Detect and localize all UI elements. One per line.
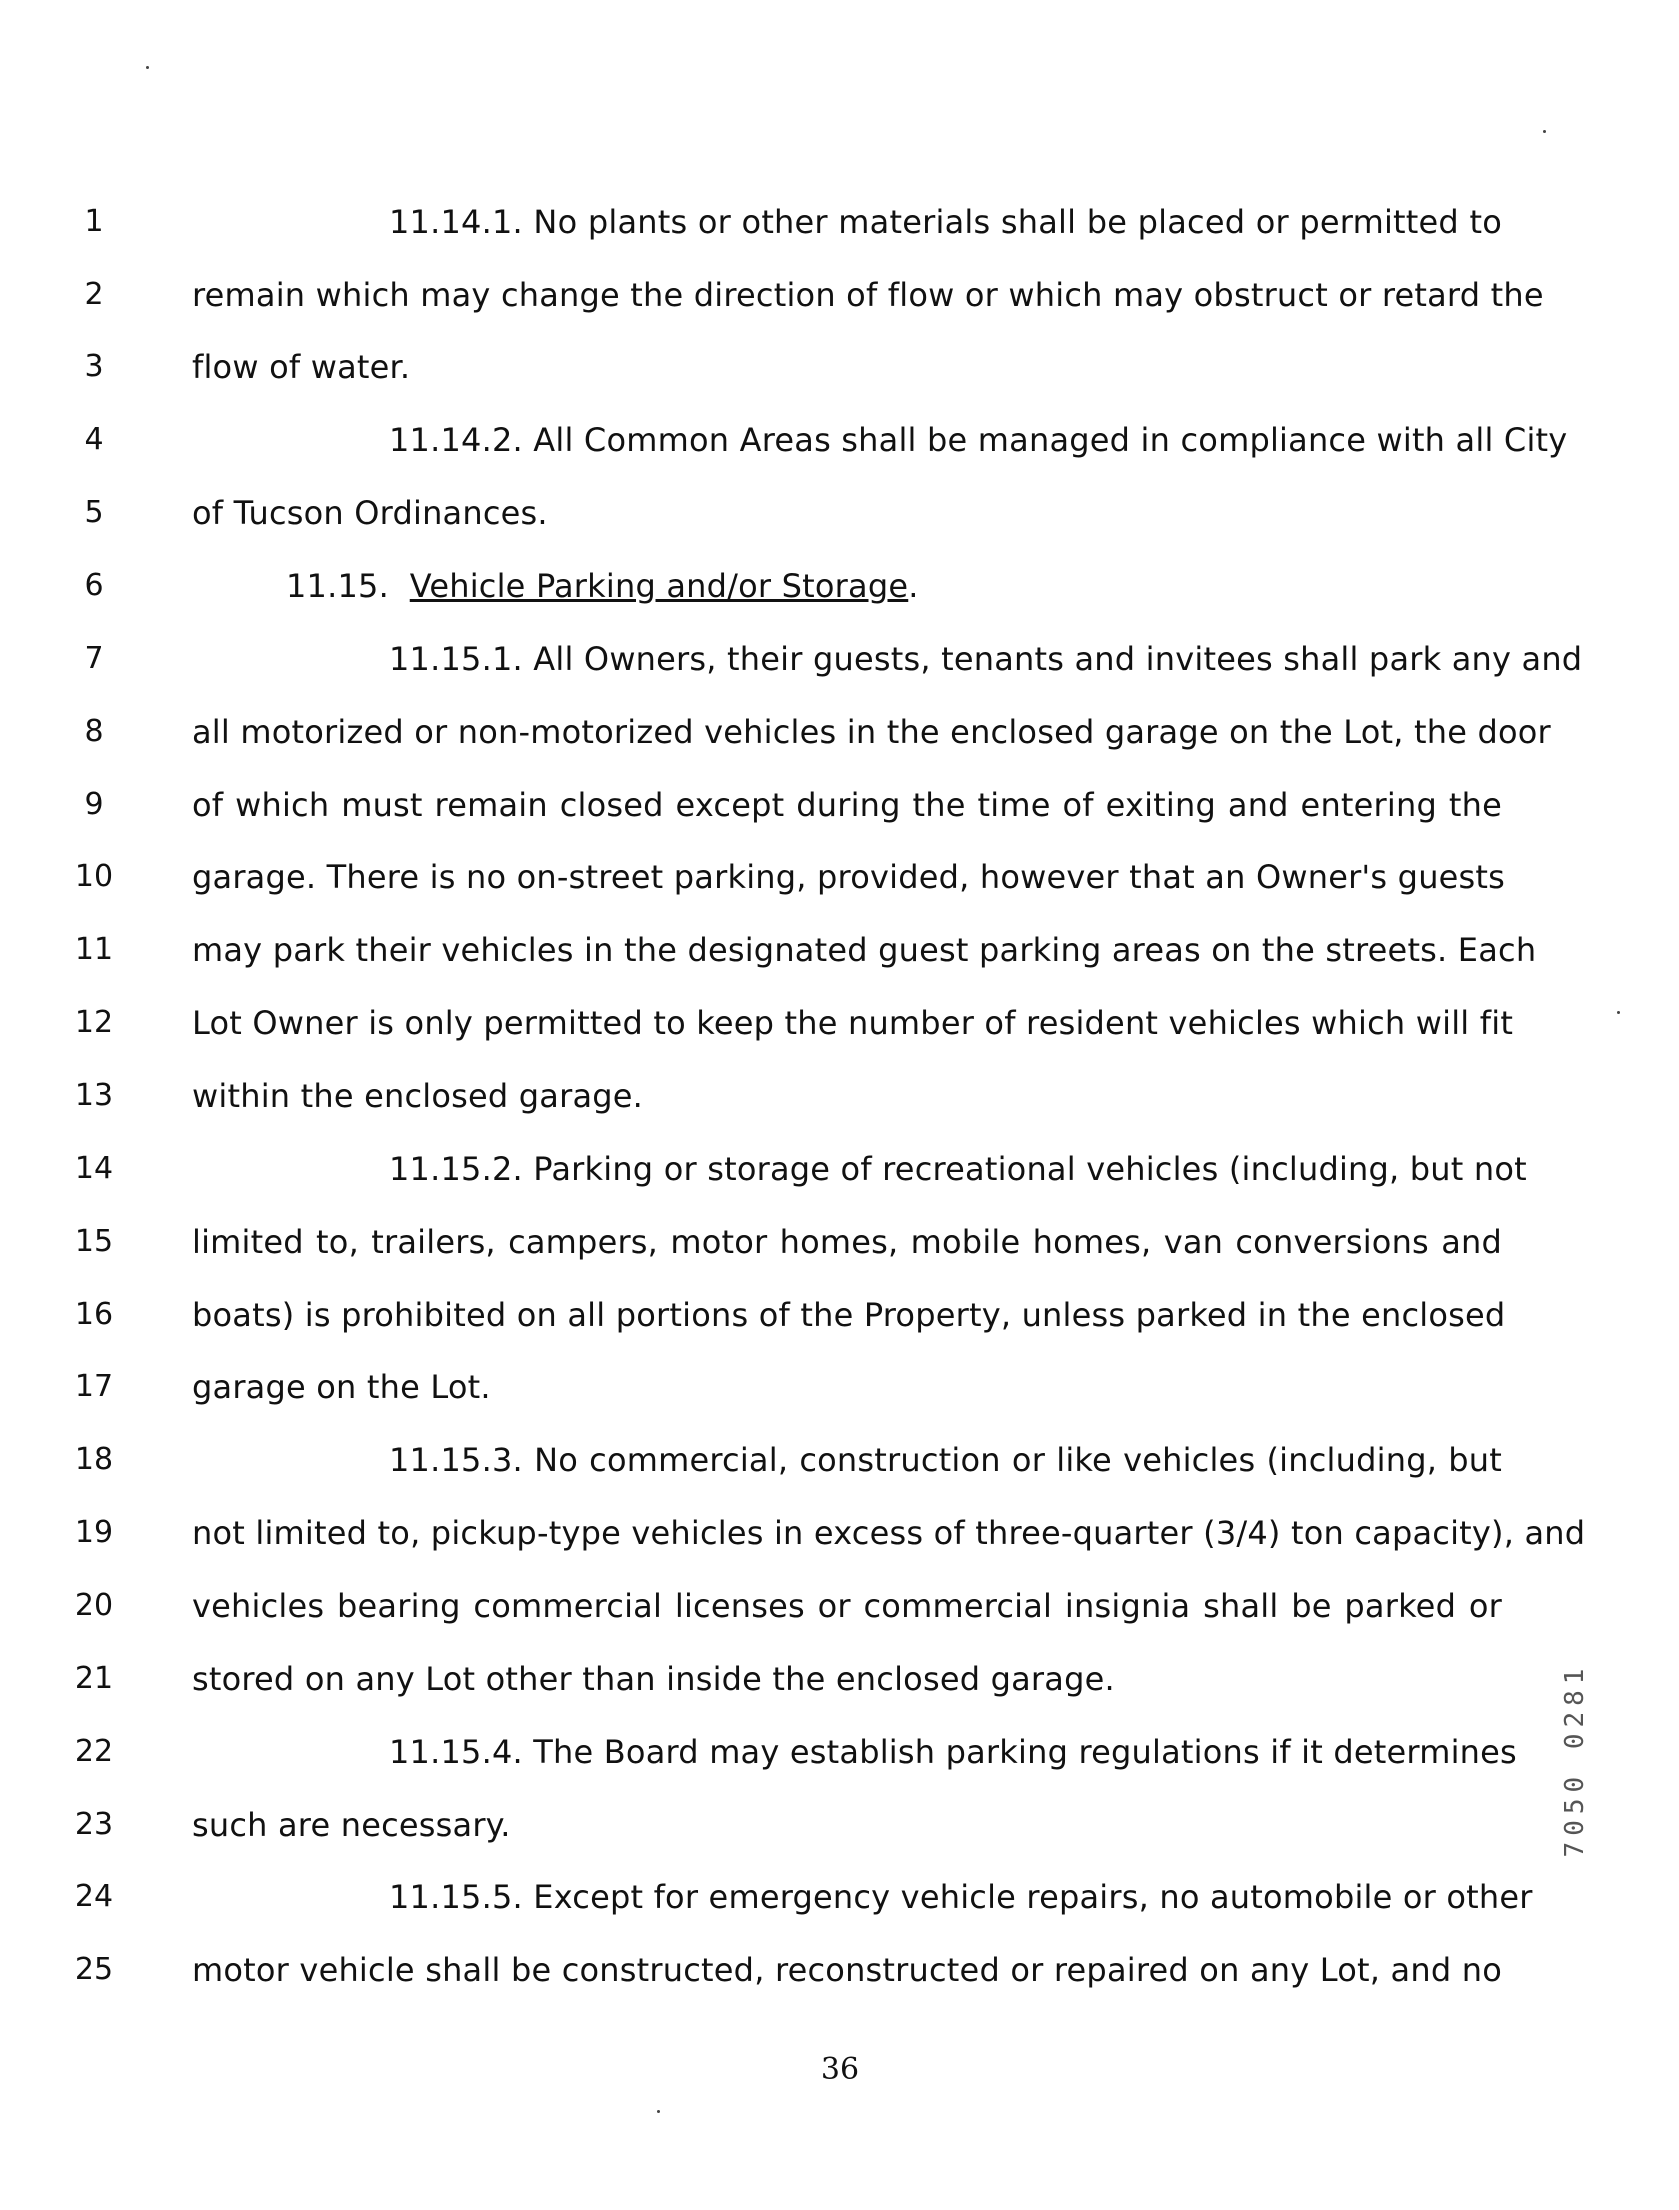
text-line: boats) is prohibited on all portions of the Property, unless parked in the enclosed <box>192 1296 1506 1334</box>
text-line: 11.15.2. Parking or storage of recreational vehicles (including, but not <box>389 1150 1527 1188</box>
line-number: 23 <box>74 1807 114 1842</box>
line-number: 7 <box>84 641 104 676</box>
line-number: 13 <box>74 1078 114 1113</box>
line-number: 11 <box>74 932 114 967</box>
line-number: 3 <box>84 349 104 384</box>
line-number: 6 <box>84 568 104 603</box>
line-number: 18 <box>74 1442 114 1477</box>
text-line: stored on any Lot other than inside the enclosed garage. <box>192 1660 1115 1698</box>
text-line: 11.15.5. Except for emergency vehicle repairs, no automobile or other <box>389 1878 1533 1916</box>
scan-speck <box>146 66 149 69</box>
text-line: 11.14.1. No plants or other materials shall be placed or permitted to <box>389 203 1502 241</box>
text-line: such are necessary. <box>192 1806 511 1844</box>
line-number: 14 <box>74 1151 114 1186</box>
recording-stamp <box>1555 1595 1595 1925</box>
line-number: 19 <box>74 1515 114 1550</box>
line-number: 8 <box>84 714 104 749</box>
page-number: 36 <box>820 2052 860 2087</box>
line-number: 4 <box>84 422 104 457</box>
text-line: flow of water. <box>192 348 411 386</box>
scan-speck <box>1543 130 1546 133</box>
line-number: 17 <box>74 1369 114 1404</box>
section-title-period: . <box>908 567 919 605</box>
section-title: Vehicle Parking and/or Storage <box>409 567 909 605</box>
text-line: not limited to, pickup-type vehicles in excess of three-quarter (3/4) ton capacity), and <box>192 1514 1586 1552</box>
text-line: 11.14.2. All Common Areas shall be managed in compliance with all City <box>389 421 1568 459</box>
text-line: of Tucson Ordinances. <box>192 494 548 532</box>
scan-speck <box>657 2110 660 2113</box>
scan-speck <box>1617 1011 1620 1014</box>
line-number: 20 <box>74 1588 114 1623</box>
line-number: 25 <box>74 1952 114 1987</box>
section-heading <box>286 566 1502 606</box>
text-line: 11.15.1. All Owners, their guests, tenants and invitees shall park any and <box>389 640 1583 678</box>
line-number: 2 <box>84 277 104 312</box>
text-line: Lot Owner is only permitted to keep the number of resident vehicles which will fit <box>192 1004 1514 1042</box>
text-line: may park their vehicles in the designated guest parking areas on the streets. Each <box>192 931 1537 969</box>
text-line: motor vehicle shall be constructed, reconstructed or repaired on any Lot, and no <box>192 1951 1502 1989</box>
text-line: garage. There is no on-street parking, provided, however that an Owner's guests <box>192 858 1506 896</box>
text-line: 11.15.4. The Board may establish parking regulations if it determines <box>389 1733 1517 1771</box>
line-number: 16 <box>74 1297 114 1332</box>
text-line: within the enclosed garage. <box>192 1077 644 1115</box>
text-line: limited to, trailers, campers, motor homes, mobile homes, van conversions and <box>192 1223 1502 1261</box>
line-number: 22 <box>74 1734 114 1769</box>
text-line: of which must remain closed except during the time of exiting and entering the <box>192 786 1502 824</box>
section-number: 11.15. <box>286 567 389 605</box>
line-number: 12 <box>74 1005 114 1040</box>
line-number: 15 <box>74 1224 114 1259</box>
line-number: 10 <box>74 859 114 894</box>
line-number: 21 <box>74 1661 114 1696</box>
text-line: vehicles bearing commercial licenses or commercial insignia shall be parked or <box>192 1587 1502 1625</box>
recording-stamp-text: 7050 0281 <box>1560 1662 1590 1858</box>
line-number: 5 <box>84 495 104 530</box>
text-line: remain which may change the direction of flow or which may obstruct or retard the <box>192 276 1544 314</box>
line-number: 9 <box>84 787 104 822</box>
text-line: 11.15.3. No commercial, construction or like vehicles (including, but <box>389 1441 1502 1479</box>
text-line: all motorized or non-motorized vehicles in the enclosed garage on the Lot, the door <box>192 713 1551 751</box>
line-number: 24 <box>74 1879 114 1914</box>
line-number: 1 <box>84 204 104 239</box>
text-line: garage on the Lot. <box>192 1368 491 1406</box>
